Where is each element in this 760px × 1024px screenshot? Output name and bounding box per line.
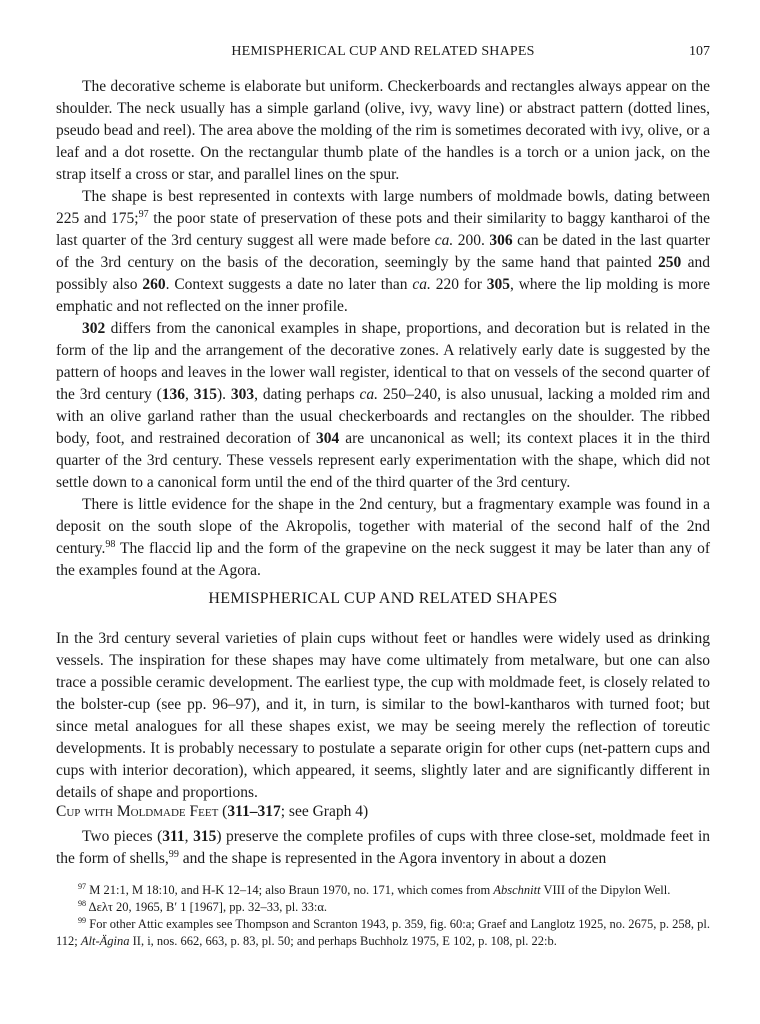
footnote-98: $^{98}$ Δελτ 20, 1965, B′ 1 [1967], pp. 32–33, pl. 33:α. [78, 898, 328, 914]
text-block-upper [56, 76, 710, 582]
text-block-cup-feet [56, 826, 710, 870]
catalog-ref-305: 305 [486, 276, 510, 293]
running-head-title: HEMISPHERICAL CUP AND RELATED SHAPES [231, 44, 535, 59]
subsection-heading: Cup with Moldmade Feet (311–317; see Graph 4) [56, 803, 369, 820]
paragraph-second-century: There is little evidence for the shape in the 2nd century, but a fragmentary example was found in a deposit on the south slope of the Akropolis, together with material of the second half of the 2nd century.$^{98}$ The flaccid lip and the form of the grapevine on the neck suggest it may be later than any of the examples found at the Agora. [56, 496, 710, 579]
subsection-title: Cup with Moldmade Feet [56, 803, 219, 820]
footnote-ref-97: 97 [138, 208, 149, 220]
footnote-99: $^{99}$ For other Attic examples see Thompson and Scranton 1943, p. 359, fig. 60:a; Graef and Langlotz 1925, no. 2675, p. 258, pl. 112; Alt-Ägina II, i, nos. 662, 663, p. 83, pl. 50; and perhaps Buchholz 1975, E 102, p. 108, pl. 22:b. [56, 915, 710, 948]
paragraph-section-intro: In the 3rd century several varieties of plain cups without feet or handles were widely used as drinking vessels. The inspiration for these shapes may have come ultimately from metalware, but one can also trace a possible ceramic development. The earliest type, the cup with moldmade feet, is closely related to the bolster-cup (see pp. 96–97), and it, in turn, is similar to the bowl-kantharos with turned foot; but since metal analogues for all these shapes exist, we may be seeing merely the reflection of toreutic developments. It is probably necessary to postulate a separate origin for other cups (net-pattern cups and cups with interior decoration), which appeared, it seems, slightly later and are significantly different in details of shape and proportions. [56, 630, 710, 801]
catalog-ref-136: 136 [161, 386, 186, 403]
footnote-ref-99: 99 [168, 848, 179, 860]
catalog-ref-250: 250 [658, 254, 682, 271]
catalog-ref-260: 260 [142, 276, 166, 293]
paragraph-variants: 302 differs from the canonical examples in shape, proportions, and decoration but is related in the form of the lip and the arrangement of the decorative zones. A relatively early date is suggested by the pattern of hoops and leaves in the lower wall register, identical to that on vessels of the second quarter of the 3rd century (136, 315). 303, dating perhaps ca. 250–240, is also unusual, lacking a molded rim and with an olive garland rather than the usual checkerboards and rectangles on the shoulder. The ribbed body, foot, and restrained decoration of 304 are uncanonical as well; its context places it in the third quarter of the 3rd century. These vessels represent early experimentation with the shape, which did not settle down to a canonical form until the end of the third quarter of the 3rd century. [56, 320, 710, 491]
page-number: 107 [689, 44, 710, 59]
catalog-ref-306: 306 [489, 232, 513, 249]
footnote-ref-98: 98 [105, 538, 116, 550]
page [56, 0, 710, 1024]
paragraph-decorative-scheme: The decorative scheme is elaborate but uniform. Checkerboards and rectangles always appear on the shoulder. The neck usually has a simple garland (olive, ivy, wavy line) or abstract pattern (dotted lines, pseudo bead and reel). The area above the molding of the rim is sometimes decorated with ivy, olive, or a leaf and a dot rosette. On the rectangular thumb plate of the handles is a torch or a union jack, on the strap itself a cross or star, and parallel lines on the spur. [56, 78, 710, 183]
catalog-ref-311: 311 [162, 828, 185, 845]
running-head [56, 44, 710, 64]
paragraph-cup-feet: Two pieces (311, 315) preserve the complete profiles of cups with three close-set, moldmade feet in the form of shells,$^{99}$ and the shape is represented in the Agora inventory in about a dozen [56, 828, 711, 867]
section-heading: HEMISPHERICAL CUP AND RELATED SHAPES [208, 590, 558, 607]
footnote-97: $^{97}$ M 21:1, M 18:10, and H-K 12–14; also Braun 1970, no. 171, which comes from Abschnitt VIII of the Dipylon Well. [78, 881, 671, 897]
catalog-range: 311–317 [227, 803, 281, 820]
catalog-ref-302: 302 [82, 320, 106, 337]
catalog-ref-303: 303 [230, 386, 255, 403]
paragraph-dating: The shape is best represented in contexts with large numbers of moldmade bowls, dating between 225 and 175;$^{97}$ the poor state of preservation of these pots and their similarity to baggy kantharoi of the last quarter of the 3rd century suggest all were made before ca. 200. 306 can be dated in the last quarter of the 3rd century on the basis of the decoration, seemingly by the same hand that painted 250 and possibly also 260. Context suggests a date no later than ca. 220 for 305, where the lip molding is more emphatic and not reflected on the inner profile. [56, 188, 711, 315]
catalog-ref-315b: 315 [193, 828, 217, 845]
text-block-section-intro [56, 628, 710, 804]
footnotes [56, 882, 710, 950]
catalog-ref-315: 315 [193, 386, 217, 403]
catalog-ref-304: 304 [316, 430, 340, 447]
